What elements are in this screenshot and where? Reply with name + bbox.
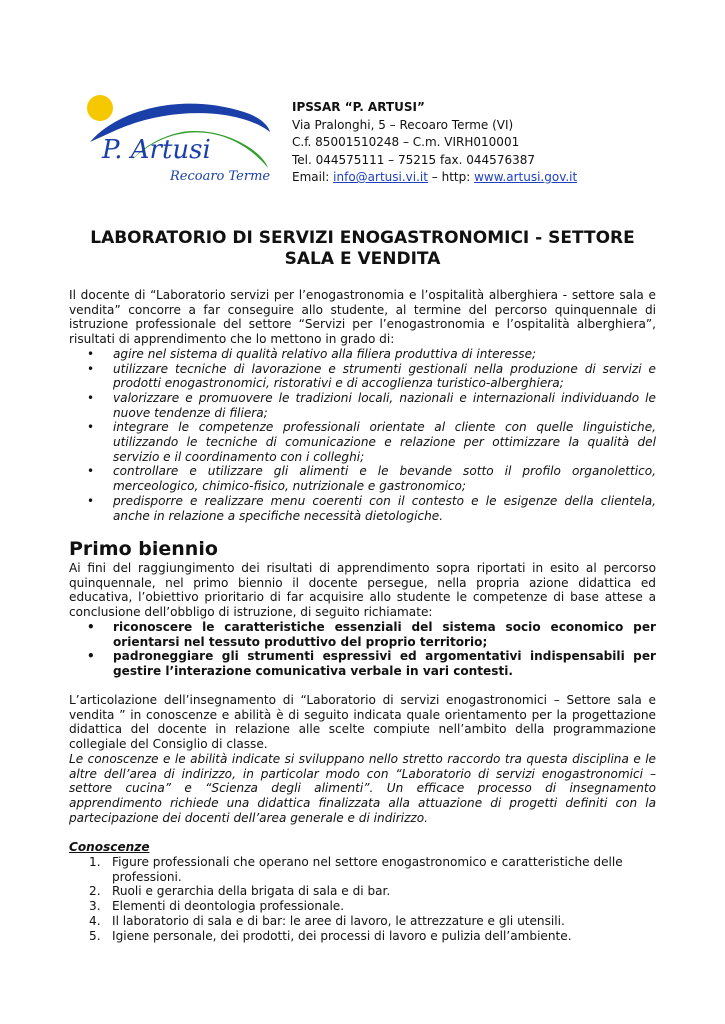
list-item: • valorizzare e promuovere le tradizioni locali, nazionali e internazionali individuando le nuove tendenze di filiera; — [87, 390, 656, 420]
bullet-icon: • — [87, 649, 95, 664]
bullet-icon: • — [87, 619, 95, 634]
list-item: 3. Elementi di deontologia professionale. — [89, 899, 345, 914]
list-item: 2. Ruoli e gerarchia della brigata di sala e di bar. — [89, 884, 391, 899]
primo-biennio-section — [69, 561, 656, 679]
email-label: Email: — [292, 170, 334, 184]
conoscenze-list — [69, 855, 656, 943]
list-number: 1. — [89, 855, 101, 869]
list-item: • padroneggiare gli strumenti espressivi ed argomentativi indispensabili per gestire l’interazione comunicativa verbale in vari contesti. — [87, 649, 656, 678]
competences-list — [69, 620, 656, 679]
list-item: • predisporre e realizzare menu coerenti con il contesto e le esigenze della clientela, anche in relazione a specifiche necessità dietologiche. — [87, 493, 656, 523]
email-link[interactable]: info@artusi.vi.it — [333, 170, 428, 184]
school-codes: C.f. 85001510248 – C.m. VIRH010001 — [292, 135, 520, 149]
list-item: 4. Il laboratorio di sala e di bar: le aree di lavoro, le attrezzature e gli utensili. — [89, 913, 565, 928]
logo-text-sub: Recoaro Terme — [170, 169, 271, 184]
bullet-icon: • — [87, 346, 95, 361]
list-number: 4. — [89, 913, 101, 928]
http-separator: – http: — [427, 170, 475, 184]
title-line-1: LABORATORIO DI SERVIZI ENOGASTRONOMICI - SETTORE — [90, 228, 635, 248]
list-item: • utilizzare tecniche di lavorazione e strumenti gestionali nella produzione di servizi e prodotti enogastronomici, ristorativi e di accoglienza turistico-alberghiera; — [87, 361, 656, 391]
website-link[interactable]: www.artusi.gov.it — [474, 170, 578, 184]
document-title — [60, 228, 665, 270]
school-name: IPSSAR “P. ARTUSI” — [292, 100, 425, 114]
articolazione-italic-paragraph: Le conoscenze e le abilità indicate si sviluppano nello stretto raccordo tra questa disciplina e le altre dell’area di indirizzo, in particolar modo con “Laboratorio di servizi enogastronomici – settore cucina” e “Scienza degli alimenti”. Un efficace processo di insegnamento apprendimento richiede una didattica finalizzata alla attuazione di progetti definiti con la partecipazione dei docenti dell’area generale e di indirizzo. — [69, 751, 656, 825]
bullet-icon: • — [87, 390, 95, 405]
school-header — [292, 99, 577, 187]
list-number: 2. — [89, 884, 101, 899]
intro-paragraph: Il docente di “Laboratorio servizi per l’enogastronomia e l’ospitalità alberghiera - settore sala e vendita” concorre a far conseguire allo studente, al termine del percorso quinquennale di istruzione professionale del settore “Servizi per l’enogastronomia e l’ospitalità alberghiera”, risultati di apprendimento che lo mettono in grado di: — [69, 288, 656, 347]
school-address: Via Pralonghi, 5 – Recoaro Terme (VI) — [292, 117, 514, 132]
school-logo — [72, 90, 272, 190]
bullet-icon: • — [87, 361, 95, 376]
list-item: • integrare le competenze professionali orientate al cliente con quelle linguistiche, utilizzando le tecniche di comunicazione e relazione per ottimizzare la qualità del servizio e il coordinamento con i colleghi; — [87, 420, 656, 464]
title-line-2: SALA E VENDITA — [284, 249, 441, 269]
outcomes-list — [69, 347, 656, 523]
conoscenze-heading: Conoscenze — [69, 840, 150, 854]
bullet-icon: • — [87, 493, 95, 508]
intro-section — [69, 288, 656, 523]
list-number: 3. — [89, 899, 101, 914]
list-item: • riconoscere le caratteristiche essenziali del sistema socio economico per orientarsi nel tessuto produttivo del proprio territorio; — [87, 619, 656, 649]
list-item: • controllare e utilizzare gli alimenti e le bevande sotto il profilo organolettico, merceologico, chimico-fisico, nutrizionale e gastronomico; — [87, 464, 656, 494]
list-item: • agire nel sistema di qualità relativo alla filiera produttiva di interesse; — [87, 346, 537, 361]
school-phone: Tel. 044575111 – 75215 fax. 044576387 — [292, 152, 535, 167]
articolazione-paragraph: L’articolazione dell’insegnamento di “Laboratorio di servizi enogastronomici – Settore sala e vendita ” in conoscenze e abilità è di seguito indicata quale orientamento per la progettazione didattica del docente in relazione alle scelte compiute nell’ambito della programmazione collegiale del Consiglio di classe. — [69, 693, 656, 752]
bullet-icon: • — [87, 420, 95, 435]
bullet-icon: • — [87, 464, 95, 479]
primo-biennio-heading: Primo biennio — [69, 538, 218, 560]
logo-sun — [87, 95, 113, 121]
list-item: 5. Igiene personale, dei prodotti, dei processi di lavoro e pulizia dell’ambiente. — [89, 928, 572, 943]
logo-text-main: P. Artusi — [102, 135, 211, 165]
school-contacts — [292, 169, 577, 187]
list-number: 5. — [89, 928, 101, 943]
list-item: 1. Figure professionali che operano nel settore enogastronomico e caratteristiche delle professioni. — [89, 855, 623, 884]
primo-paragraph: Ai fini del raggiungimento dei risultati di apprendimento sopra riportati in esito al percorso quinquennale, nel primo biennio il docente persegue, nella propria azione didattica ed educativa, l’obiettivo prioritario di far acquisire allo studente le competenze di base attese a conclusione dell’obbligo di istruzione, di seguito richiamate: — [69, 561, 656, 620]
articolazione-section — [69, 693, 656, 825]
